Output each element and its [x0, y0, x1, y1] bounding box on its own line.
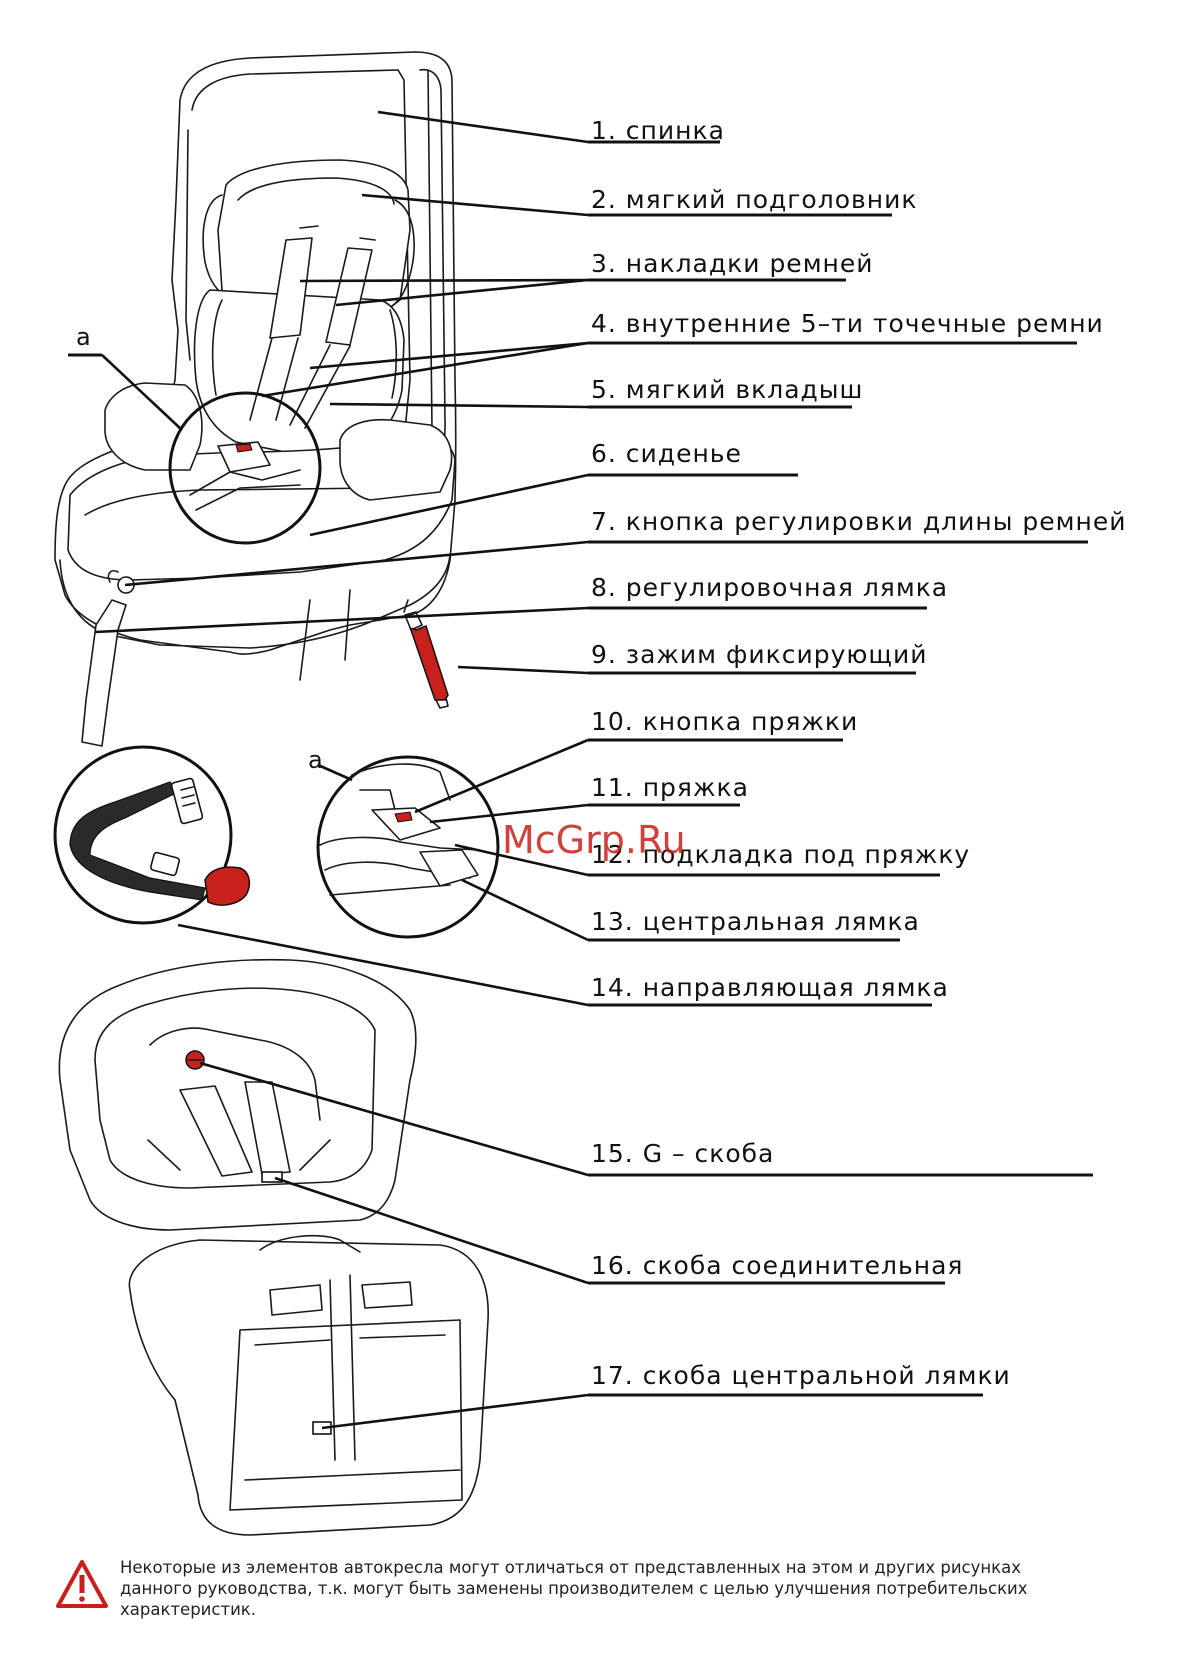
label-2: 2. мягкий подголовник — [591, 185, 918, 214]
label-12: 12. подкладка под пряжку — [591, 840, 971, 869]
label-10: 10. кнопка пряжки — [591, 707, 859, 736]
label-14: 14. направляющая лямка — [591, 973, 949, 1002]
guide-strap-illustration — [55, 747, 249, 923]
note-line-3: характеристик. — [120, 1600, 257, 1619]
buckle-illustration — [318, 757, 498, 937]
label-6: 6. сиденье — [591, 439, 742, 468]
note-line-2: данного руководства, т.к. могут быть заменены производителем с целью улучшения потребительских — [120, 1579, 1028, 1598]
label-5: 5. мягкий вкладыш — [591, 375, 864, 404]
label-4: 4. внутренние 5–ти точечные ремни — [591, 309, 1104, 338]
warning-triangle-icon — [58, 1562, 106, 1606]
label-3: 3. накладки ремней — [591, 249, 874, 278]
watermark: McGrp.Ru — [502, 818, 686, 862]
label-16: 16. скоба соединительная — [591, 1251, 964, 1280]
seat-top-view-illustration — [59, 960, 488, 1535]
adjust-strap — [82, 600, 126, 746]
detail-circle-a-large — [318, 757, 498, 937]
note-block — [58, 1558, 1028, 1619]
label-1: 1. спинка — [591, 116, 725, 145]
label-8: 8. регулировочная лямка — [591, 573, 949, 602]
detail-marker-a-1: a — [76, 323, 91, 351]
label-7: 7. кнопка регулировки длины ремней — [591, 507, 1127, 536]
label-15: 15. G – скоба — [591, 1139, 775, 1168]
detail-marker-a-2: a — [308, 746, 323, 774]
label-11: 11. пряжка — [591, 773, 749, 802]
note-line-1: Некоторые из элементов автокресла могут отличаться от представленных на этом и других рисунках — [120, 1558, 1022, 1577]
main-seat-illustration — [55, 52, 456, 746]
label-17: 17. скоба центральной лямки — [591, 1361, 1011, 1390]
label-9: 9. зажим фиксирующий — [591, 640, 928, 669]
label-13: 13. центральная лямка — [591, 907, 920, 936]
